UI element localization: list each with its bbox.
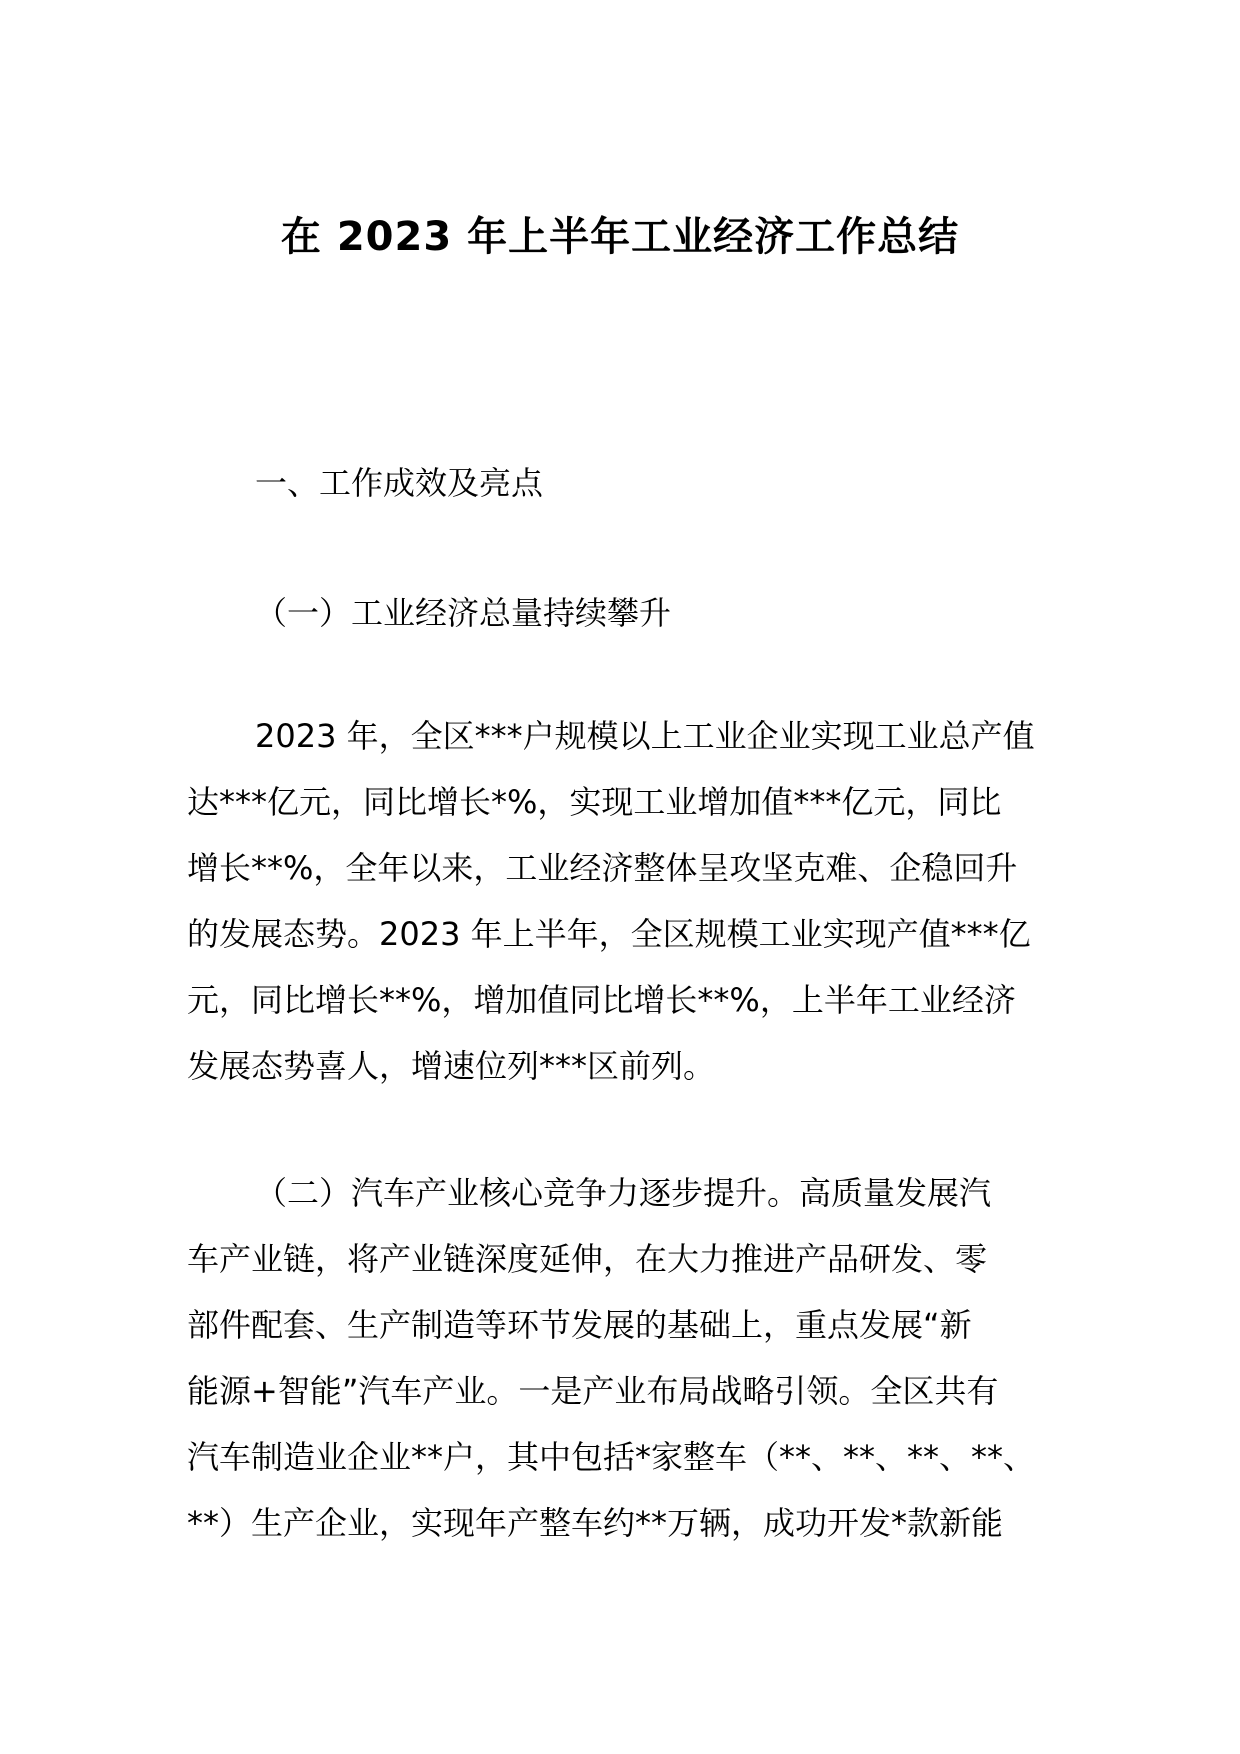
section-heading: 一、工作成效及亮点: [255, 464, 544, 502]
paragraph-line: **）生产企业，实现年产整车约**万辆，成功开发*款新能: [187, 1504, 1004, 1542]
paragraph-line: （二）汽车产业核心竞争力逐步提升。高质量发展汽: [255, 1174, 992, 1212]
subsection-heading: （一）工业经济总量持续攀升: [255, 594, 672, 632]
document-title: 在 2023 年上半年工业经济工作总结: [280, 214, 960, 260]
paragraph-line: 的发展态势。2023 年上半年，全区规模工业实现产值***亿: [187, 915, 1031, 953]
paragraph-line: 2023 年，全区***户规模以上工业企业实现工业总产值: [255, 717, 1035, 755]
paragraph-line: 汽车制造业企业**户，其中包括*家整车（**、**、**、**、: [187, 1438, 1036, 1476]
paragraph-1: [187, 703, 1067, 1099]
paragraph-2: [187, 1160, 1067, 1556]
paragraph-line: 增长**%，全年以来，工业经济整体呈攻坚克难、企稳回升: [187, 849, 1018, 887]
paragraph-line: 能源+智能”汽车产业。一是产业布局战略引领。全区共有: [187, 1372, 999, 1410]
paragraph-line: 车产业链，将产业链深度延伸，在大力推进产品研发、零: [187, 1240, 988, 1278]
paragraph-line: 发展态势喜人，增速位列***区前列。: [187, 1047, 716, 1085]
paragraph-line: 元，同比增长**%，增加值同比增长**%，上半年工业经济: [187, 981, 1016, 1019]
paragraph-line: 达***亿元，同比增长*%，实现工业增加值***亿元，同比: [187, 783, 1002, 821]
paragraph-line: 部件配套、生产制造等环节发展的基础上，重点发展“新: [187, 1306, 972, 1344]
